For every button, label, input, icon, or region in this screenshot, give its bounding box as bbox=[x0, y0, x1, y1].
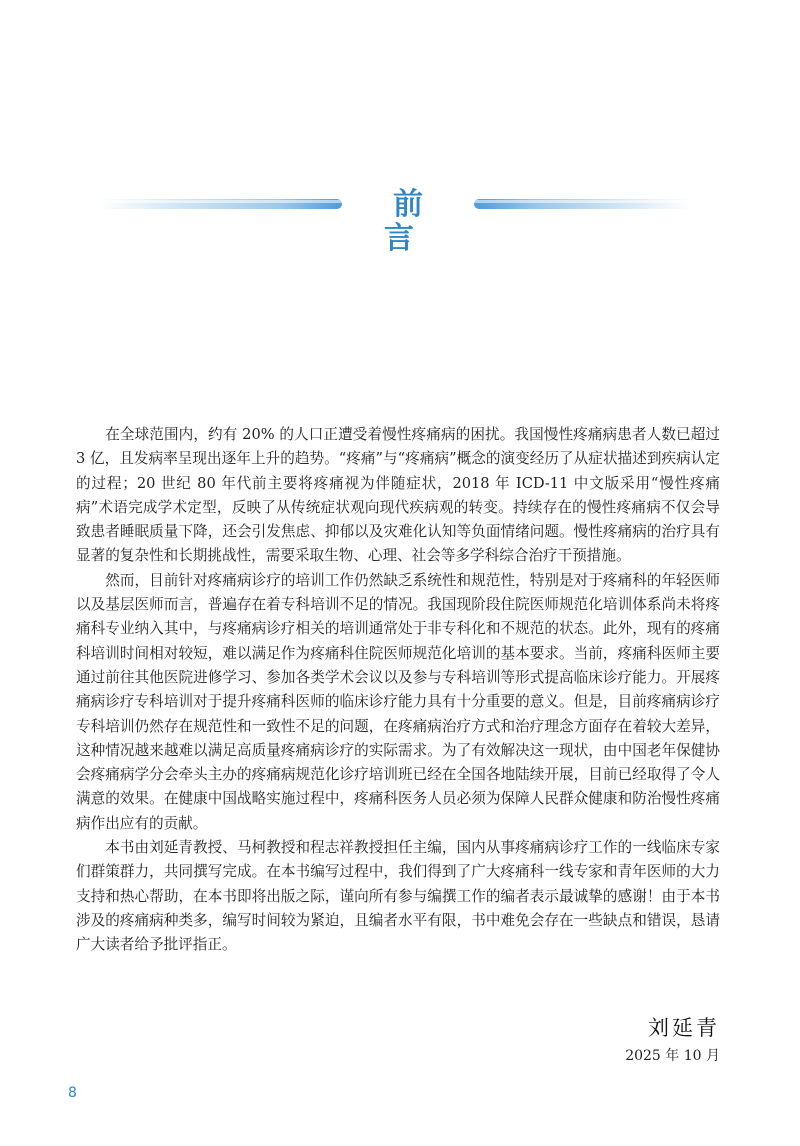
title-decoration-left bbox=[100, 199, 342, 209]
title-band bbox=[0, 187, 800, 256]
page-title: 前 言 bbox=[384, 187, 441, 256]
date: 2025 年 10 月 bbox=[625, 1048, 720, 1064]
title-decoration-right bbox=[474, 199, 690, 209]
page-number: 8 bbox=[68, 1085, 77, 1101]
preface-body bbox=[76, 423, 720, 958]
paragraph-2: 然而，目前针对疼痛病诊疗的培训工作仍然缺乏系统性和规范性，特别是对于疼痛科的年轻医师以及基层医师而言，普遍存在着专科培训不足的情况。我国现阶段住院医师规范化培训体系尚未将疼痛科专业纳入其中，与疼痛病诊疗相关的培训通常处于非专科化和不规范的状态。此外，现有的疼痛科培训时间相对较短，难以满足作为疼痛科住院医师规范化培训的基本要求。当前，疼痛科医师主要通过前往其他医院进修学习、参加各类学术会议以及参与专科培训等形式提高临床诊疗能力。开展疼痛病诊疗专科培训对于提升疼痛科医师的临床诊疗能力具有十分重要的意义。但是，目前疼痛病诊疗专科培训仍然存在规范性和一致性不足的问题，在疼痛病治疗方式和治疗理念方面存在着较大差异，这种情况越来越难以满足高质量疼痛病诊疗的实际需求。为了有效解决这一现状，由中国老年保健协会疼痛病学分会牵头主办的疼痛病规范化诊疗培训班已经在全国各地陆续开展，目前已经取得了令人满意的效果。在健康中国战略实施过程中，疼痛科医务人员必须为保障人民群众健康和防治慢性疼痛病作出应有的贡献。 bbox=[76, 571, 720, 832]
paragraph-1: 在全球范围内，约有 20% 的人口正遭受着慢性疼痛病的困扰。我国慢性疼痛病患者人数已超过 3 亿，且发病率呈现出逐年上升的趋势。“疼痛”与“疼痛病”概念的演变经历了从症状描述到疾病认定的过程；20 世纪 80 年代前主要将疼痛视为伴随症状，2018 年 ICD-11 中文版采用“慢性疼痛病”术语完成学术定型，反映了从传统症状观向现代疾病观的转变。持续存在的慢性疼痛病不仅会导致患者睡眠质量下降，还会引发焦虑、抑郁以及灾难化认知等负面情绪问题。慢性疼痛病的治疗具有显著的复杂性和长期挑战性，需要采取生物、心理、社会等多学科综合治疗干预措施。 bbox=[76, 426, 720, 565]
paragraph-3: 本书由刘延青教授、马柯教授和程志祥教授担任主编，国内从事疼痛病诊疗工作的一线临床专家们群策群力，共同撰写完成。在本书编写过程中，我们得到了广大疼痛科一线专家和青年医师的大力支持和热心帮助，在本书即将出版之际，谨向所有参与编撰工作的编者表示最诚挚的感谢！由于本书涉及的疼痛病种类多，编写时间较为紧迫，且编者水平有限，书中难免会存在一些缺点和错误，恳请广大读者给予批评指正。 bbox=[76, 839, 720, 954]
author-signature: 刘延青 bbox=[648, 1016, 720, 1040]
